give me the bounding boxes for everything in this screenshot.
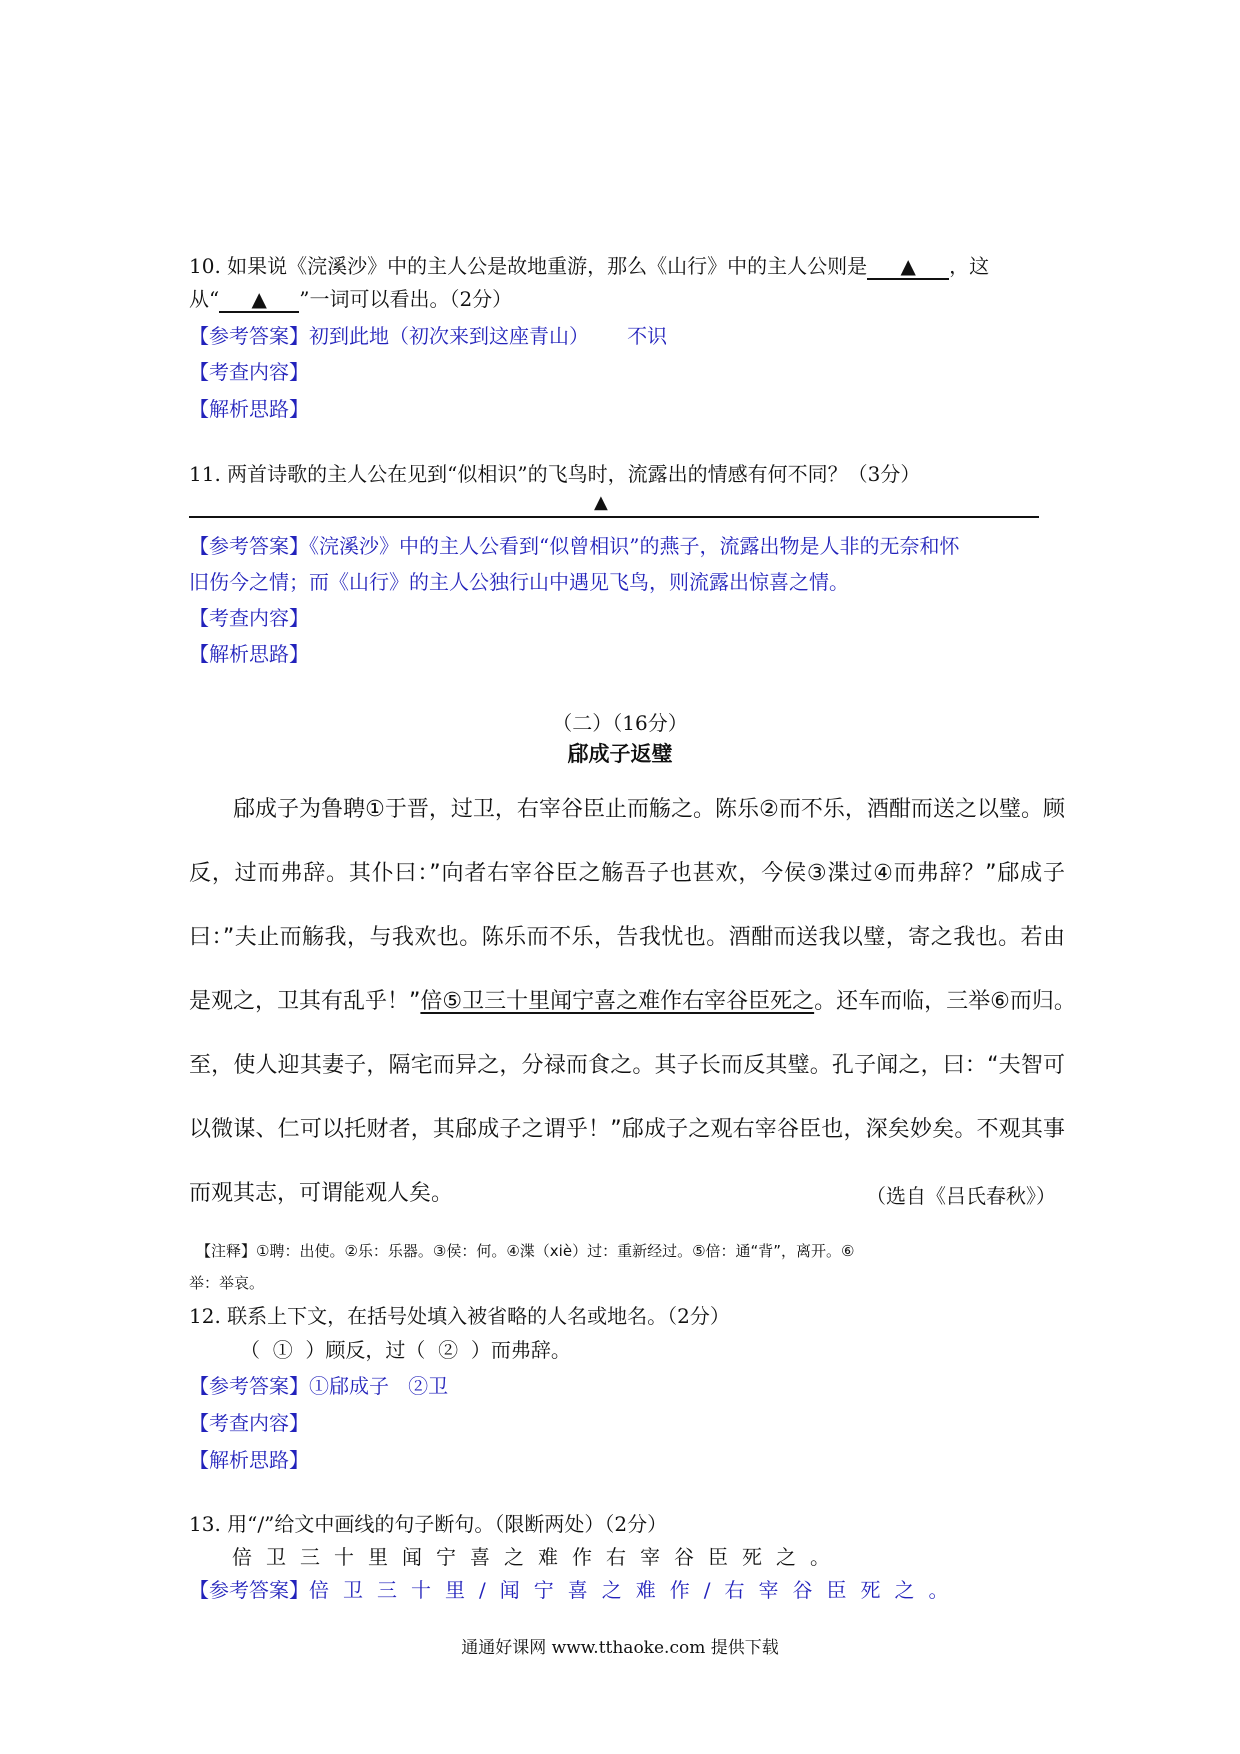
passage-line-4: 是观之，卫其有乱乎！”倍⑤卫三十里闻宁喜之难作右宰谷臣死之。还车而临，三举⑥而归。 [189, 989, 1076, 1014]
q10-line2 [189, 283, 512, 313]
q11-answer-line2: 旧伤今之情；而《山行》的主人公独行山中遇见飞鸟，则流露出惊喜之情。 [189, 570, 849, 594]
q11-answer-line [189, 516, 1039, 518]
answer-label: 【参考答案】 [189, 1374, 309, 1398]
passage-line-6: 以微谋、仁可以托财者，其郈成子之谓乎！”郈成子之观右宰谷臣也，深矣妙矣。不观其事 [189, 1117, 1065, 1142]
q13-sentence: 倍卫三十里闻宁喜之难作右宰谷臣死之。 [232, 1545, 844, 1569]
notes-line-1: 【注释】①聘：出使。②乐：乐器。③侯：何。④渫（xiè）过：重新经过。⑤倍：通“背”，离开。⑥ [196, 1242, 855, 1260]
q11-answer-line1 [189, 530, 959, 559]
q10-text-b: ，这 [949, 254, 990, 278]
q12-question: 12. 联系上下文，在括号处填入被省略的人名或地名。（2分） [189, 1304, 730, 1328]
passage-source: （选自《吕氏春秋》） [866, 1184, 1056, 1208]
q10-answer [189, 320, 667, 349]
underlined-sentence: 倍⑤卫三十里闻宁喜之难作右宰谷臣死之 [420, 989, 815, 1014]
q11-blank-mark: ▲ [594, 492, 608, 513]
q13-answer [189, 1574, 962, 1603]
section-heading: （二）（16分） [552, 711, 688, 735]
q11-analysis-label: 【解析思路】 [189, 642, 309, 666]
q12-blank-line: （ ① ）顾反，过（ ② ）而弗辞。 [240, 1338, 571, 1362]
q12-answer [189, 1370, 448, 1399]
answer-text: ①郈成子 ②卫 [309, 1374, 449, 1398]
q10-text-a: 10. 如果说《浣溪沙》中的主人公是故地重游，那么《山行》中的主人公则是 [189, 254, 868, 278]
q10-content-label: 【考查内容】 [189, 360, 309, 384]
passage-line-5: 至，使人迎其妻子，隔宅而异之，分禄而食之。其子长而反其璧。孔子闻之，曰：“夫智可 [189, 1053, 1065, 1078]
q11-content-label: 【考查内容】 [189, 606, 309, 630]
passage-line-7: 而观其志，可谓能观人矣。 [189, 1181, 454, 1206]
passage-title: 郈成子返璧 [567, 742, 673, 766]
q10-line1 [189, 250, 989, 280]
notes-line-2: 举：举哀。 [189, 1274, 265, 1292]
q10-analysis-label: 【解析思路】 [189, 397, 309, 421]
footer: 通通好课网 www.tthaoke.com 提供下载 [461, 1638, 779, 1658]
q13-question: 13. 用“/”给文中画线的句子断句。（限断两处）（2分） [189, 1512, 668, 1536]
answer-label: 【参考答案】 [189, 324, 309, 348]
q10-blank-2: ▲ [219, 287, 299, 313]
q12-analysis-label: 【解析思路】 [189, 1448, 309, 1472]
q10-blank-1: ▲ [867, 254, 949, 280]
passage-line-2: 反，过而弗辞。其仆曰：”向者右宰谷臣之觞吾子也甚欢，今侯③渫过④而弗辞？”郈成子 [189, 861, 1065, 886]
q10-text-c: 从“ [189, 287, 220, 311]
answer-text: 《浣溪沙》中的主人公看到“似曾相识”的燕子，流露出物是人非的无奈和怀 [309, 534, 960, 558]
answer-text: 倍卫三十里/闻宁喜之难作/右宰谷臣死之。 [309, 1578, 963, 1602]
q10-text-d: ”一词可以看出。（2分） [299, 287, 513, 311]
q12-content-label: 【考查内容】 [189, 1411, 309, 1435]
passage-line-3: 曰：”夫止而觞我，与我欢也。陈乐而不乐，告我忧也。酒酣而送我以璧，寄之我也。若由 [189, 925, 1065, 950]
answer-label: 【参考答案】 [189, 1578, 309, 1602]
answer-label: 【参考答案】 [189, 534, 309, 558]
passage-line-1: 郈成子为鲁聘①于晋，过卫，右宰谷臣止而觞之。陈乐②而不乐，酒酣而送之以璧。顾 [233, 797, 1065, 822]
q11-question: 11. 两首诗歌的主人公在见到“似相识”的飞鸟时，流露出的情感有何不同？（3分） [189, 462, 921, 486]
answer-text: 初到此地（初次来到这座青山） 不识 [309, 324, 668, 348]
